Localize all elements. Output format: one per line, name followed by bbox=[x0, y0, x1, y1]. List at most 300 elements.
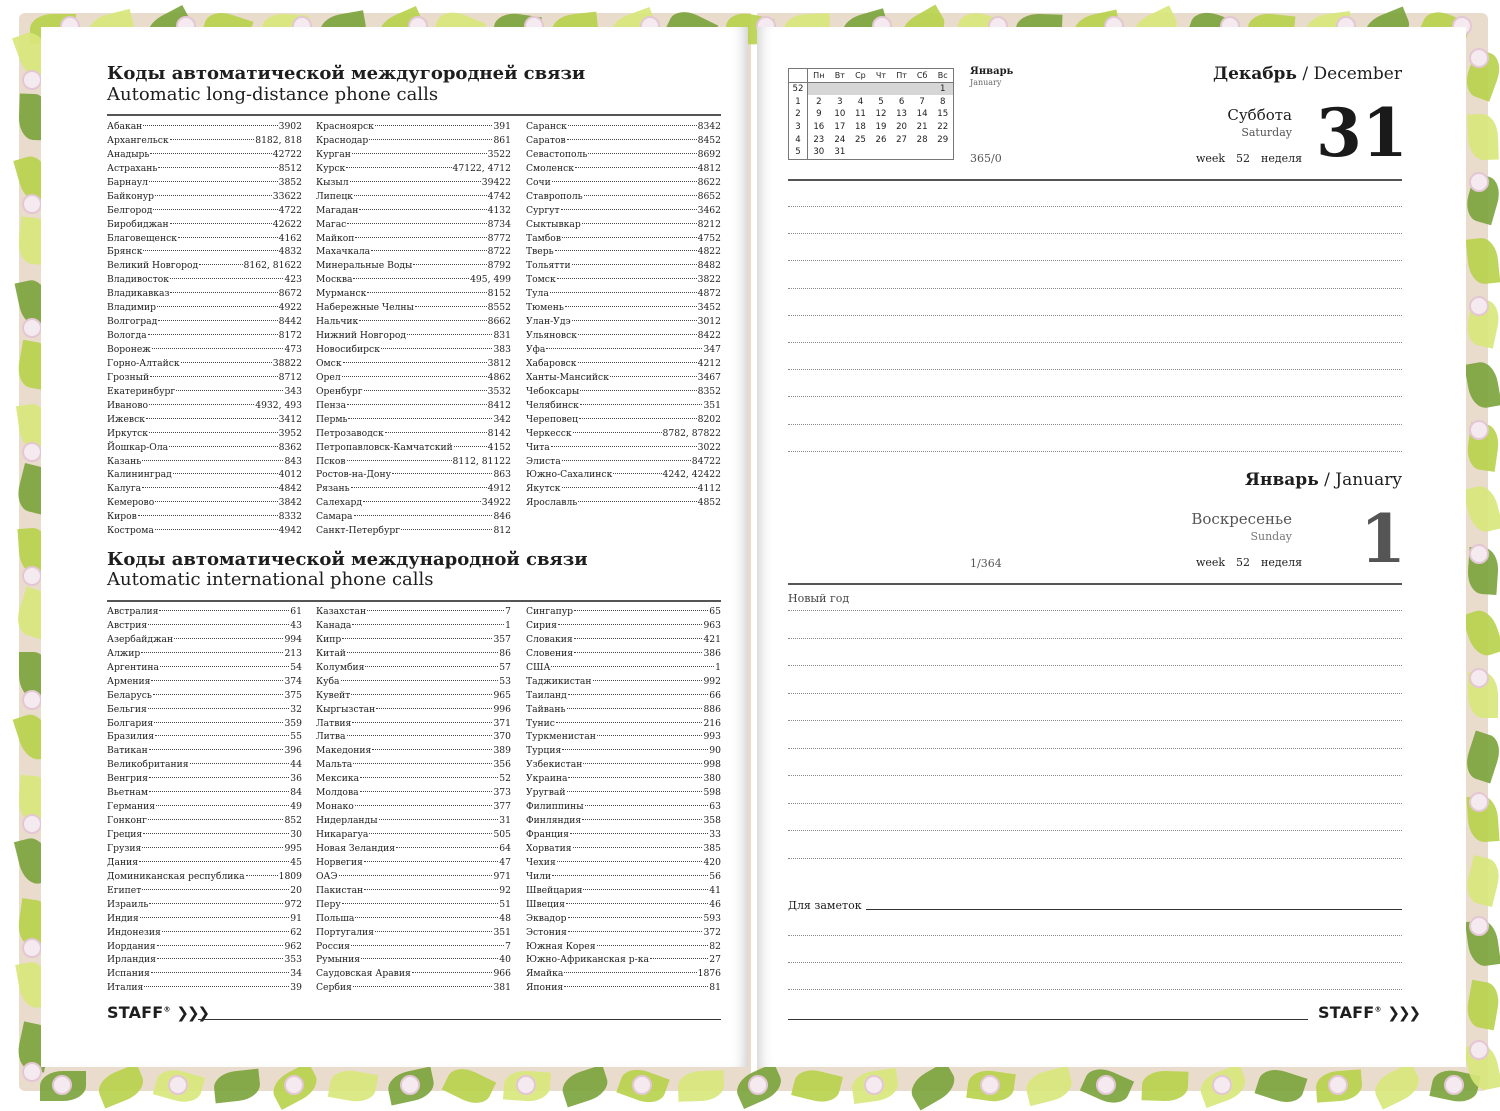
dial-code: 66 bbox=[709, 689, 721, 701]
phone-code-entry bbox=[526, 633, 721, 647]
phone-code-entry bbox=[526, 912, 721, 926]
writing-line bbox=[788, 260, 1402, 261]
dial-code: 8112, 81122 bbox=[452, 455, 511, 467]
phone-code-entry bbox=[107, 176, 302, 190]
dial-code: 359 bbox=[284, 717, 302, 729]
staff-logo-right bbox=[1318, 1003, 1419, 1022]
dial-code: 4212 bbox=[697, 357, 721, 369]
dial-code: 8152 bbox=[487, 288, 511, 300]
city-name: Салехард bbox=[316, 497, 362, 509]
phone-code-entry bbox=[316, 510, 511, 524]
phone-code-entry bbox=[316, 273, 511, 287]
city-name: Россия bbox=[316, 940, 350, 952]
phone-code-entry bbox=[107, 385, 302, 399]
calendar-day: 19 bbox=[875, 122, 887, 133]
phone-code-entry bbox=[107, 482, 302, 496]
phone-code-entry bbox=[526, 204, 721, 218]
phone-code-entry bbox=[107, 981, 302, 995]
dial-code: 216 bbox=[703, 717, 721, 729]
calendar-day: 22 bbox=[937, 122, 949, 133]
city-name: Иордания bbox=[107, 940, 156, 952]
phone-code-entry bbox=[526, 218, 721, 232]
city-name: Китай bbox=[316, 647, 346, 659]
flower-icon bbox=[22, 318, 42, 338]
dial-code: 343 bbox=[284, 385, 302, 397]
dial-code: 20 bbox=[290, 884, 302, 896]
city-name: Израиль bbox=[107, 898, 149, 910]
writing-line bbox=[788, 610, 1402, 611]
dot-leader bbox=[392, 473, 492, 474]
flower-icon bbox=[1469, 792, 1489, 812]
dot-leader bbox=[573, 847, 703, 848]
calendar-day: 10 bbox=[834, 109, 846, 120]
dot-leader bbox=[574, 610, 708, 611]
phone-code-entry bbox=[107, 758, 302, 772]
day1-week-en: week bbox=[1196, 152, 1226, 165]
domestic-title-ru: Коды автоматической междугородней связи bbox=[107, 63, 586, 84]
dial-code: 57 bbox=[499, 661, 511, 673]
dial-code: 32 bbox=[290, 703, 302, 715]
dial-code: 996 bbox=[493, 703, 511, 715]
dot-leader bbox=[582, 223, 697, 224]
writing-line bbox=[788, 989, 1402, 990]
city-name: Ульяновск bbox=[526, 330, 577, 342]
phone-code-entry bbox=[316, 468, 511, 482]
city-name: Эстония bbox=[526, 926, 567, 938]
chevrons-icon: ❯❯❯ bbox=[1387, 1004, 1420, 1022]
dial-code: 3812 bbox=[487, 357, 511, 369]
flower-icon bbox=[864, 1075, 884, 1095]
dial-code: 38822 bbox=[272, 357, 302, 369]
phone-code-entry bbox=[526, 232, 721, 246]
city-name: Липецк bbox=[316, 190, 354, 202]
dial-code: 962 bbox=[284, 940, 302, 952]
flower-icon bbox=[52, 1075, 72, 1095]
city-name: Уфа bbox=[526, 344, 546, 355]
dial-code: 3022 bbox=[697, 441, 721, 453]
phone-code-entry bbox=[526, 259, 721, 273]
dial-code: 4932, 493 bbox=[255, 399, 302, 411]
phone-code-entry bbox=[316, 399, 511, 413]
dot-leader bbox=[149, 791, 289, 792]
dot-leader bbox=[354, 515, 493, 516]
city-name: Пермь bbox=[316, 413, 348, 425]
dot-leader bbox=[364, 889, 498, 890]
phone-code-entry bbox=[526, 940, 721, 954]
dial-code: 374 bbox=[284, 675, 302, 687]
dial-code: 8172 bbox=[278, 330, 302, 342]
dial-code: 3412 bbox=[278, 413, 302, 425]
dial-code: 3452 bbox=[697, 302, 721, 314]
city-name: Словения bbox=[526, 647, 574, 659]
city-name: Тунис bbox=[526, 717, 555, 729]
notes-label-rule bbox=[866, 909, 1402, 910]
city-name: Барнаул bbox=[107, 176, 148, 188]
day2-week-en: week bbox=[1196, 556, 1226, 569]
writing-line bbox=[788, 233, 1402, 234]
domestic-codes-column-1 bbox=[107, 120, 302, 538]
flower-icon bbox=[1444, 1075, 1464, 1095]
phone-code-entry bbox=[316, 162, 511, 176]
dial-code: 3822 bbox=[697, 274, 721, 286]
writing-line bbox=[788, 396, 1402, 397]
dot-leader bbox=[555, 250, 697, 251]
phone-code-entry bbox=[316, 689, 511, 703]
phone-code-entry bbox=[107, 633, 302, 647]
dot-leader bbox=[379, 819, 499, 820]
dot-leader bbox=[351, 487, 487, 488]
dial-code: 8452 bbox=[697, 134, 721, 146]
phone-code-entry bbox=[316, 953, 511, 967]
phone-code-entry bbox=[316, 926, 511, 940]
dot-leader bbox=[144, 986, 289, 987]
calendar-week-number: 3 bbox=[789, 121, 808, 134]
city-name: Кострома bbox=[107, 525, 154, 537]
dial-code: 91 bbox=[290, 912, 302, 924]
calendar-day: 16 bbox=[813, 122, 825, 133]
city-name: Томск bbox=[526, 274, 556, 286]
phone-code-entry bbox=[316, 301, 511, 315]
phone-code-entry bbox=[107, 772, 302, 786]
phone-code-entry bbox=[316, 148, 511, 162]
city-name: Южно-Сахалинск bbox=[526, 469, 613, 481]
city-name: Тайвань bbox=[526, 703, 566, 715]
dial-code: 4152 bbox=[487, 441, 511, 453]
dot-leader bbox=[155, 735, 289, 736]
dot-leader bbox=[143, 833, 289, 834]
calendar-day: 1 bbox=[932, 82, 953, 95]
dial-code: 8362 bbox=[278, 441, 302, 453]
phone-code-entry bbox=[107, 273, 302, 287]
dial-code: 861 bbox=[493, 134, 511, 146]
phone-code-entry bbox=[107, 967, 302, 981]
day1-week-ru: неделя bbox=[1261, 152, 1303, 165]
dot-leader bbox=[190, 763, 290, 764]
dial-code: 966 bbox=[493, 968, 511, 980]
city-name: Белгород bbox=[107, 204, 153, 216]
dial-code: 353 bbox=[284, 954, 302, 966]
calendar-day: 24 bbox=[834, 134, 846, 145]
dot-leader bbox=[381, 348, 493, 349]
city-name: Азербайджан bbox=[107, 633, 174, 645]
dial-code: 995 bbox=[284, 842, 302, 854]
dial-code: 358 bbox=[703, 815, 721, 827]
dial-code: 86 bbox=[499, 647, 511, 659]
city-name: Ямайка bbox=[526, 968, 564, 980]
phone-code-entry bbox=[526, 120, 721, 134]
phone-code-entry bbox=[107, 940, 302, 954]
dial-code: 4722 bbox=[278, 204, 302, 216]
phone-code-entry bbox=[526, 413, 721, 427]
city-name: Сыктывкар bbox=[526, 218, 581, 230]
day2-date: 1 bbox=[1360, 500, 1406, 578]
phone-code-entry bbox=[107, 730, 302, 744]
dial-code: 4842 bbox=[278, 483, 302, 495]
dot-leader bbox=[364, 390, 487, 391]
phone-code-entry bbox=[316, 786, 511, 800]
city-name: Финляндия bbox=[526, 815, 582, 827]
phone-code-entry bbox=[526, 190, 721, 204]
phone-code-entry bbox=[526, 441, 721, 455]
international-codes-column-2 bbox=[316, 605, 511, 995]
dot-leader bbox=[153, 694, 284, 695]
city-name: Орел bbox=[316, 371, 341, 383]
city-name: Никарагуа bbox=[316, 829, 369, 840]
dot-leader bbox=[155, 501, 277, 502]
city-name: Мексика bbox=[316, 773, 360, 785]
dot-leader bbox=[246, 875, 278, 876]
dial-code: 965 bbox=[493, 689, 511, 701]
dial-code: 370 bbox=[493, 731, 511, 743]
dial-code: 41 bbox=[709, 884, 721, 896]
city-name: Калуга bbox=[107, 483, 142, 495]
dot-leader bbox=[173, 473, 278, 474]
phone-code-entry bbox=[526, 496, 721, 510]
phone-code-entry bbox=[107, 856, 302, 870]
phone-code-entry bbox=[316, 703, 511, 717]
phone-code-entry bbox=[316, 413, 511, 427]
dot-leader bbox=[141, 652, 283, 653]
city-name: Сирия bbox=[526, 619, 557, 631]
dial-code: 8622 bbox=[697, 176, 721, 188]
city-name: Сочи bbox=[526, 176, 551, 188]
writing-line bbox=[788, 315, 1402, 316]
city-name: ОАЭ bbox=[316, 870, 338, 882]
dial-code: 8652 bbox=[697, 190, 721, 202]
dial-code: 383 bbox=[493, 344, 511, 355]
city-name: Владивосток bbox=[107, 274, 170, 286]
phone-code-entry bbox=[107, 786, 302, 800]
dot-leader bbox=[375, 931, 492, 932]
dot-leader bbox=[572, 320, 697, 321]
dial-code: 377 bbox=[493, 801, 511, 813]
city-name: Чебоксары bbox=[526, 385, 580, 397]
dial-code: 43 bbox=[290, 619, 302, 631]
dot-leader bbox=[552, 875, 708, 876]
dot-leader bbox=[157, 945, 284, 946]
dot-leader bbox=[355, 917, 498, 918]
city-name: Турция bbox=[526, 745, 562, 757]
dial-code: 423 bbox=[284, 274, 302, 286]
phone-code-entry bbox=[526, 828, 721, 842]
phone-code-entry bbox=[316, 605, 511, 619]
city-name: Великий Новгород bbox=[107, 260, 199, 272]
dial-code: 8662 bbox=[487, 316, 511, 328]
dial-code: 40 bbox=[499, 954, 511, 966]
dot-leader bbox=[578, 501, 696, 502]
city-name: Алжир bbox=[107, 647, 141, 659]
phone-code-entry bbox=[107, 259, 302, 273]
dial-code: 8712 bbox=[278, 371, 302, 383]
dot-leader bbox=[143, 125, 277, 126]
city-name: Йошкар-Ола bbox=[107, 441, 169, 453]
city-name: Тверь bbox=[526, 246, 554, 258]
dial-code: 351 bbox=[703, 399, 721, 411]
dial-code: 4822 bbox=[697, 246, 721, 258]
flower-icon bbox=[1469, 668, 1489, 688]
calendar-weekday-header: Вт bbox=[830, 69, 851, 82]
city-name: Элиста bbox=[526, 455, 561, 467]
dial-code: 84 bbox=[290, 787, 302, 799]
dot-leader bbox=[352, 624, 504, 625]
dot-leader bbox=[149, 432, 278, 433]
city-name: Казань bbox=[107, 455, 142, 467]
dot-leader bbox=[367, 292, 486, 293]
day1-month-heading: Декабрь / December bbox=[1212, 64, 1402, 84]
dot-leader bbox=[347, 460, 452, 461]
mini-calendar bbox=[788, 68, 954, 160]
dial-code: 886 bbox=[703, 703, 721, 715]
city-name: Новосибирск bbox=[316, 344, 380, 355]
dot-leader bbox=[149, 181, 278, 182]
writing-line bbox=[788, 288, 1402, 289]
day2-counter: 1/364 bbox=[970, 557, 1002, 570]
dot-leader bbox=[351, 694, 492, 695]
flower-icon bbox=[22, 442, 42, 462]
city-name: Болгария bbox=[107, 717, 154, 729]
city-name: Латвия bbox=[316, 717, 352, 729]
dot-leader bbox=[181, 362, 272, 363]
city-name: Челябинск bbox=[526, 399, 579, 411]
phone-code-entry bbox=[316, 912, 511, 926]
domestic-title-rule bbox=[107, 114, 721, 116]
international-title-rule bbox=[107, 600, 721, 602]
city-name: Ижевск bbox=[107, 413, 145, 425]
phone-code-entry bbox=[107, 510, 302, 524]
dot-leader bbox=[568, 694, 708, 695]
calendar-day: 13 bbox=[896, 109, 908, 120]
dot-leader bbox=[574, 638, 703, 639]
city-name: Словакия bbox=[526, 633, 573, 645]
city-name: Эквадор bbox=[526, 912, 567, 924]
calendar-day: 14 bbox=[916, 109, 928, 120]
calendar-day: 26 bbox=[875, 134, 887, 145]
day1-week-number: 52 bbox=[1236, 152, 1250, 165]
dial-code: 8442 bbox=[278, 316, 302, 328]
city-name: Архангельск bbox=[107, 134, 169, 146]
city-name: Саранск bbox=[526, 121, 567, 132]
dot-leader bbox=[157, 958, 284, 959]
dot-leader bbox=[363, 501, 481, 502]
phone-code-entry bbox=[526, 468, 721, 482]
dot-leader bbox=[149, 777, 289, 778]
dot-leader bbox=[162, 931, 289, 932]
calendar-day: 31 bbox=[834, 147, 846, 158]
phone-code-entry bbox=[526, 134, 721, 148]
dot-leader bbox=[371, 250, 486, 251]
dot-leader bbox=[558, 624, 702, 625]
dial-code: 34922 bbox=[481, 497, 511, 509]
dot-leader bbox=[350, 181, 481, 182]
city-name: Ханты-Мансийск bbox=[526, 371, 609, 383]
calendar-day bbox=[850, 146, 871, 159]
dot-leader bbox=[142, 889, 289, 890]
phone-code-entry bbox=[526, 703, 721, 717]
dial-code: 8162, 81622 bbox=[243, 260, 302, 272]
dot-leader bbox=[148, 624, 289, 625]
dot-leader bbox=[152, 348, 284, 349]
calendar-weekday-header: Чт bbox=[871, 69, 892, 82]
dial-code: 46 bbox=[709, 898, 721, 910]
dot-leader bbox=[385, 432, 487, 433]
phone-code-entry bbox=[107, 675, 302, 689]
city-name: Магас bbox=[316, 218, 347, 230]
city-name: Якутск bbox=[526, 483, 561, 495]
dot-leader bbox=[552, 181, 697, 182]
dot-leader bbox=[562, 460, 691, 461]
dot-leader bbox=[148, 708, 290, 709]
writing-line bbox=[788, 858, 1402, 859]
dial-code: 1809 bbox=[278, 870, 302, 882]
phone-code-entry bbox=[316, 315, 511, 329]
phone-code-entry bbox=[316, 343, 511, 357]
city-name: Индонезия bbox=[107, 926, 161, 938]
phone-code-entry bbox=[107, 689, 302, 703]
writing-line bbox=[788, 451, 1402, 452]
phone-code-entry bbox=[316, 967, 511, 981]
dot-leader bbox=[170, 278, 283, 279]
dot-leader bbox=[546, 348, 702, 349]
city-name: Минеральные Воды bbox=[316, 260, 413, 272]
dial-code: 8142 bbox=[487, 427, 511, 439]
day1-weekday-en: Saturday bbox=[1241, 126, 1292, 139]
dot-leader bbox=[579, 418, 697, 419]
dial-code: 396 bbox=[284, 745, 302, 757]
dot-leader bbox=[583, 763, 702, 764]
phone-code-entry bbox=[107, 884, 302, 898]
city-name: Мурманск bbox=[316, 288, 367, 300]
dot-leader bbox=[575, 167, 697, 168]
dot-leader bbox=[585, 805, 709, 806]
city-name: Псков bbox=[316, 455, 346, 467]
dial-code: 8182, 818 bbox=[255, 134, 302, 146]
phone-code-entry bbox=[526, 619, 721, 633]
city-name: Дания bbox=[107, 856, 138, 868]
phone-code-entry bbox=[107, 120, 302, 134]
city-name: Сингапур bbox=[526, 606, 573, 617]
writing-line bbox=[788, 206, 1402, 207]
dot-leader bbox=[178, 237, 278, 238]
dot-leader bbox=[572, 264, 697, 265]
phone-code-entry bbox=[107, 800, 302, 814]
dial-code: 8202 bbox=[697, 413, 721, 425]
city-name: Беларусь bbox=[107, 689, 152, 701]
city-name: Байконур bbox=[107, 190, 155, 202]
phone-code-entry bbox=[107, 870, 302, 884]
dot-leader bbox=[342, 638, 492, 639]
phone-code-entry bbox=[526, 647, 721, 661]
city-name: Македония bbox=[316, 745, 372, 757]
city-name: Франция bbox=[526, 829, 569, 840]
dial-code: 61 bbox=[290, 606, 302, 617]
city-name: Сургут bbox=[526, 204, 560, 216]
dial-code: 598 bbox=[703, 787, 721, 799]
flower-icon bbox=[1212, 1075, 1232, 1095]
city-name: Абакан bbox=[107, 121, 143, 132]
dial-code: 994 bbox=[284, 633, 302, 645]
phone-code-entry bbox=[526, 482, 721, 496]
dot-leader bbox=[413, 264, 486, 265]
dot-leader bbox=[367, 610, 504, 611]
dot-leader bbox=[556, 722, 703, 723]
dot-leader bbox=[146, 418, 278, 419]
dial-code: 36 bbox=[290, 773, 302, 785]
city-name: Хабаровск bbox=[526, 357, 577, 369]
phone-code-entry bbox=[316, 176, 511, 190]
city-name: Аргентина bbox=[107, 661, 160, 673]
phone-code-entry bbox=[526, 953, 721, 967]
phone-code-entry bbox=[107, 703, 302, 717]
